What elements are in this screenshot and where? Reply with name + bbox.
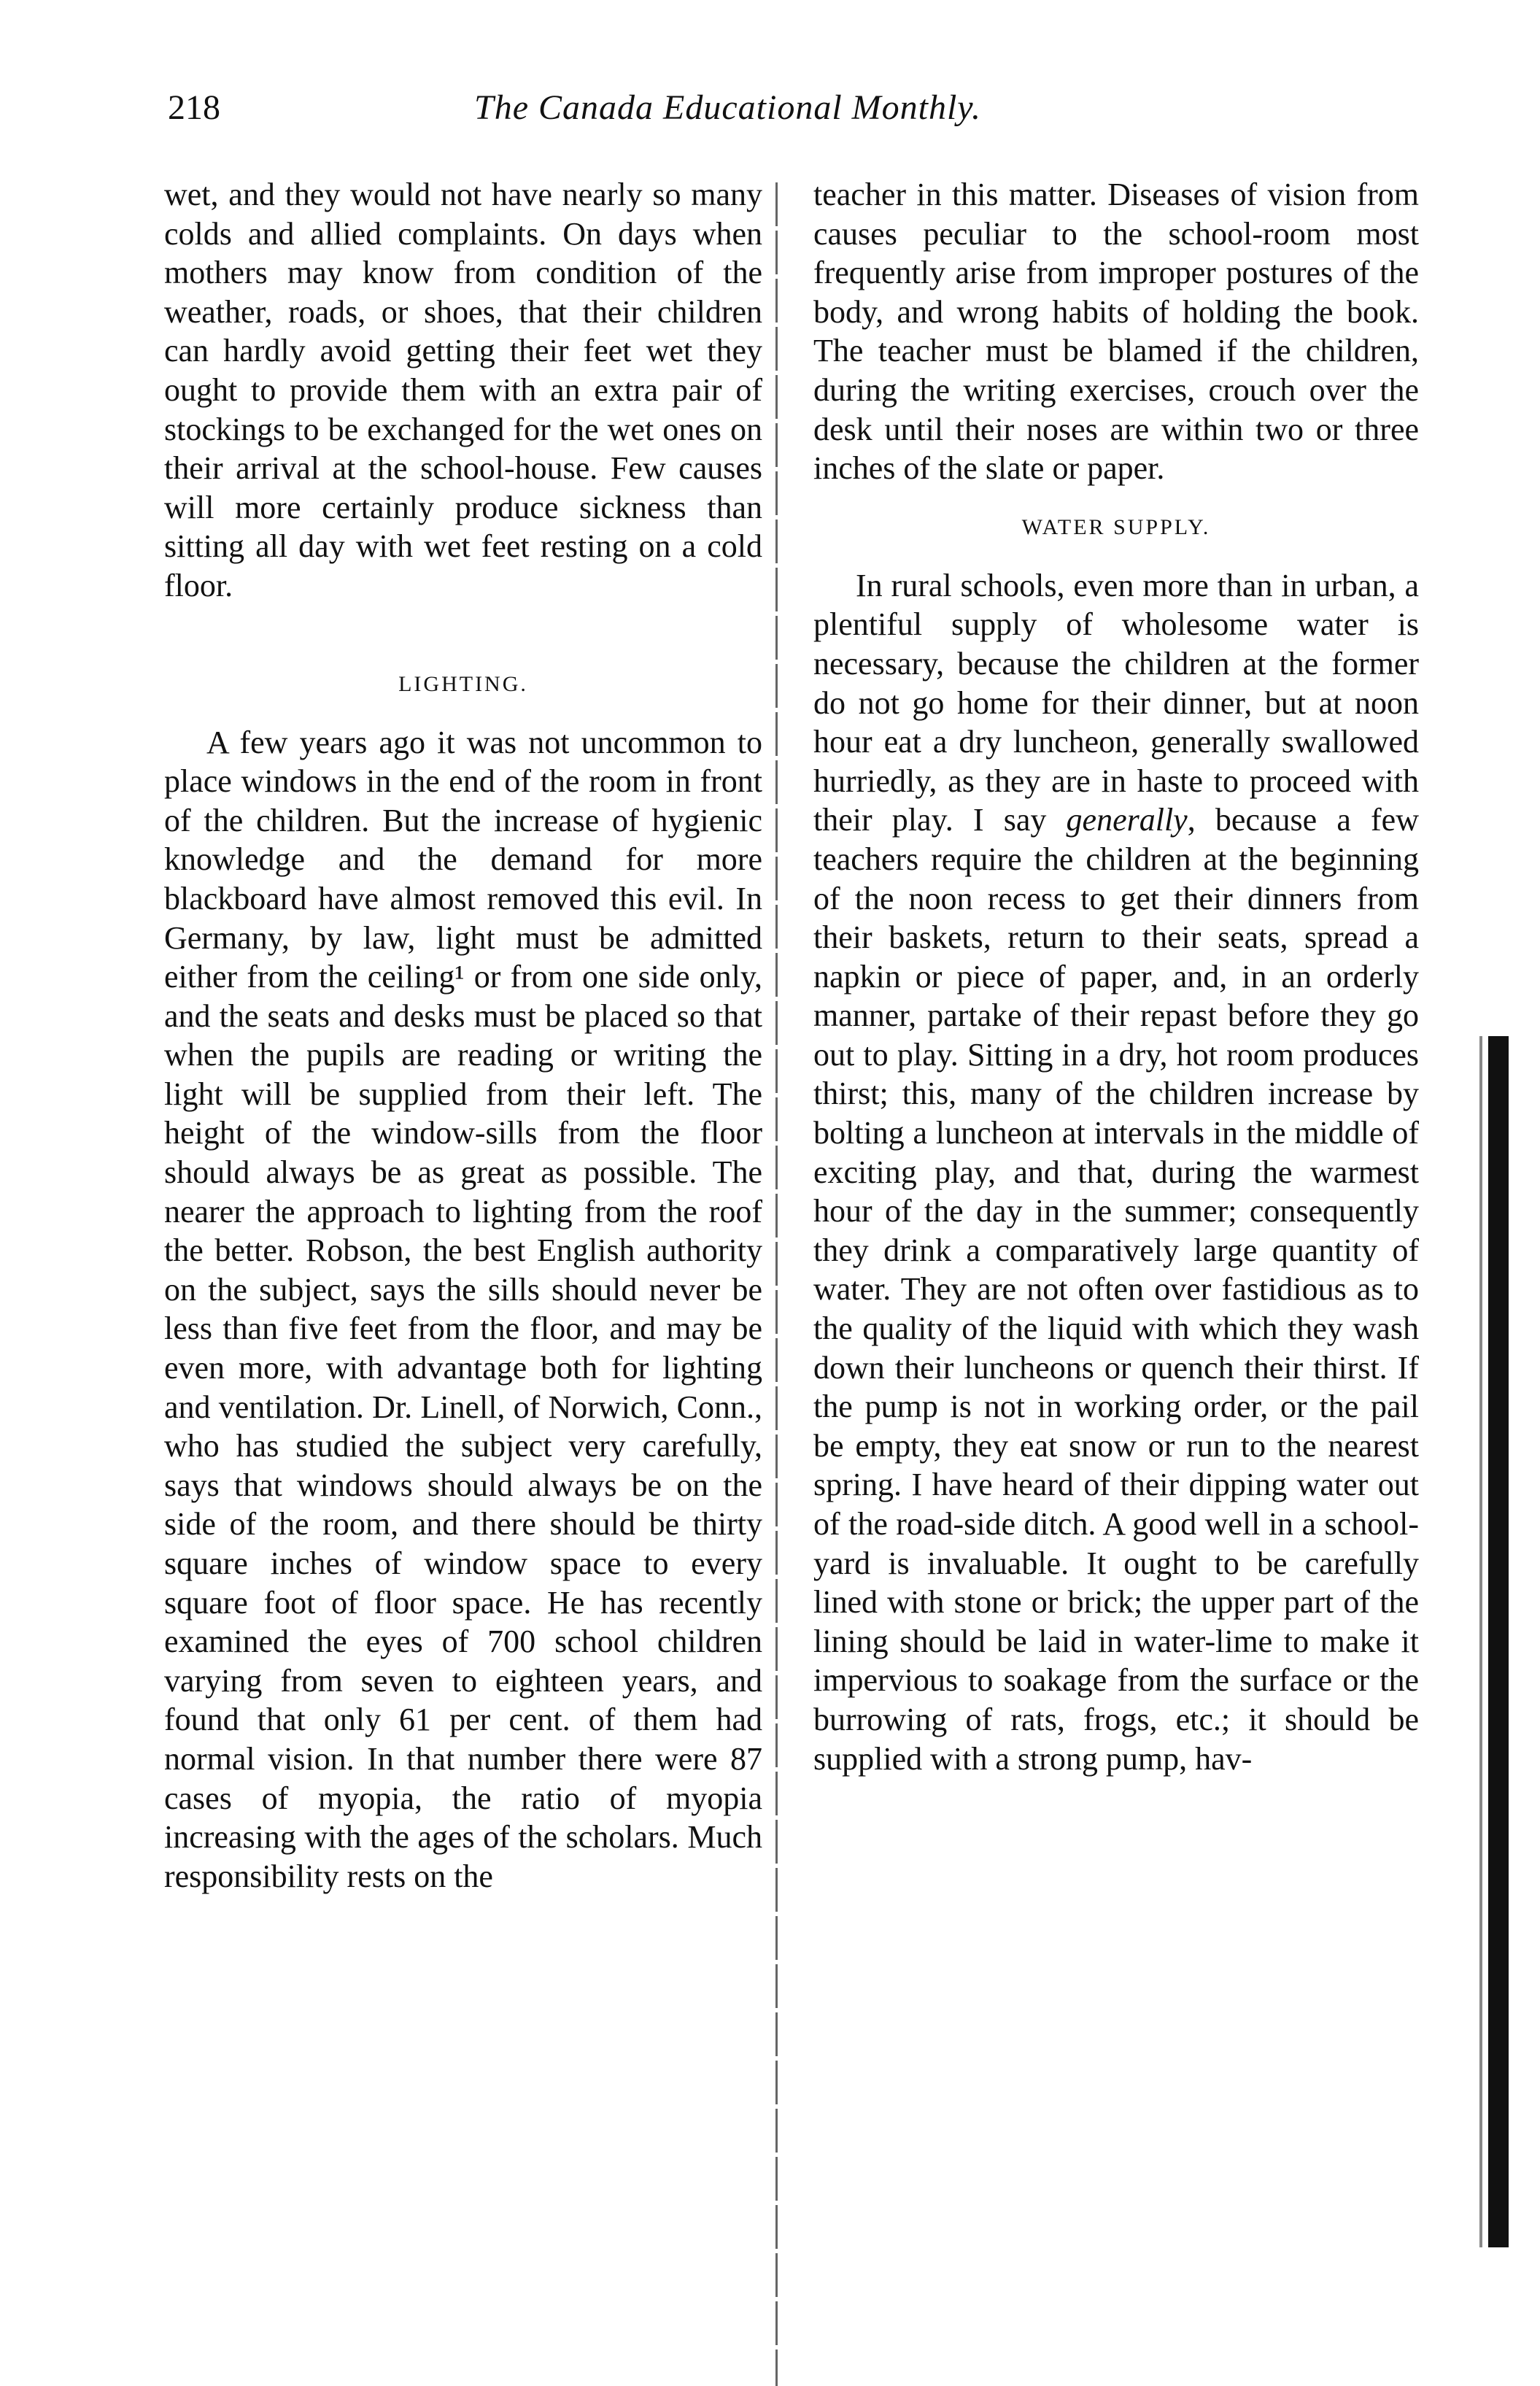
left-column [164, 175, 762, 1896]
body-paragraph: wet, and they would not have nearly so many colds and allied complaints. On days when mothers may know from condition of the weather, roads, or shoes, that their children can hardly avoid getting their feet wet they ought to provide them with an extra pair of stockings to be exchanged for the wet ones on their arrival at the school-house. Few causes will more certainly produce sickness than sitting all day with wet feet resting on a cold floor. [164, 177, 762, 603]
scan-edge-bar [1488, 1036, 1509, 2247]
page-number: 218 [168, 88, 220, 127]
section-heading-water-supply: WATER SUPPLY. [1021, 514, 1211, 539]
running-head-title: The Canada Educational Monthly. [474, 88, 981, 127]
scan-edge-thin [1479, 1036, 1482, 2247]
body-paragraph [813, 566, 1419, 1778]
right-column [813, 175, 1419, 1778]
column-rule [775, 182, 778, 2386]
body-paragraph: A few years ago it was not uncommon to place windows in the end of the room in front of the children. But the increase of hygienic knowledge and the demand for more blackboard have almost removed this evil. In Germany, by law, light must be admitted either from the ceiling¹ or from one side only, and the seats and desks must be placed so that when the pupils are reading or writing the light will be supplied from their left. The height of the window-sills from the floor should always be as great as possible. The nearer the approach to lighting from the roof the better. Robson, the best English authority on the subject, says the sills should never be less than five feet from the floor, and may be even more, with advantage both for lighting and ventilation. Dr. Linell, of Norwich, Conn., who has studied the subject very carefully, says that windows should always be on the side of the room, and there should be thirty square inches of window space to every square foot of floor space. He has recently examined the eyes of 700 school children varying from seven to eighteen years, and found that only 61 per cent. of them had normal vision. In that number there were 87 cases of myopia, the ratio of myopia increasing with the ages of the scholars. Much responsibility rests on the [164, 724, 762, 1894]
emphasis-text: generally [1066, 802, 1188, 838]
body-paragraph: teacher in this matter. Diseases of vision from causes peculiar to the school-room most frequently arise from improper postures of the body, and wrong habits of holding the book. The teacher must be blamed if the children, during the writing exercises, crouch over the desk until their noses are within two or three inches of the slate or paper. [813, 177, 1419, 487]
section-heading-lighting: LIGHTING. [398, 671, 528, 696]
text-run: In rural schools, even more than in urban, a plentiful supply of wholesome water is necessary, because the children at the former do not go home for their dinner, but at noon hour eat a dry luncheon, generally swallowed hurriedly, as they are in haste to proceed with their play. I say [813, 567, 1419, 838]
text-run: , because a few teachers require the children at the beginning of the noon recess to get their dinners from their baskets, return to their seats, spread a napkin or piece of paper, and, in an orderly manner, partake of their repast before they go out to play. Sitting in a dry, hot room produces thirst; this, many of the children increase by bolting a luncheon at intervals in the middle of exciting play, and that, during the warmest hour of the day in the summer; consequently they drink a comparatively large quantity of water. They are not often over fastidious as to the quality of the liquid with which they wash down their luncheons or quench their thirst. If the pump is not in working order, or the pail be empty, they eat snow or run to the nearest spring. I have heard of their dipping water out of the road-side ditch. A good well in a school-yard is invaluable. It ought to be carefully lined with stone or brick; the upper part of the lining should be laid in water-lime to make it impervious to soakage from the surface or the burrowing of rats, frogs, etc.; it should be supplied with a strong pump, hav- [813, 802, 1419, 1777]
